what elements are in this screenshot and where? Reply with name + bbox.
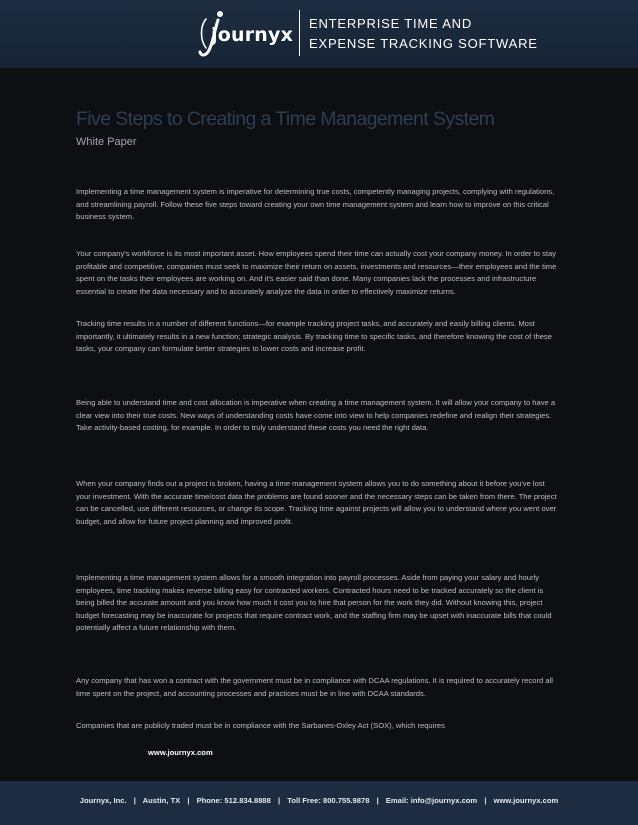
header-divider bbox=[299, 10, 300, 56]
paragraph-cost-allocation: Being able to understand time and cost allocation is imperative when creating a time management system. It will allow your company to have a clear view into their true costs. New ways of understanding costs have come into view to help companies redefine and realign their strategies. Take activity-based costing, for example. In order to truly understand these costs you need the right data. bbox=[76, 398, 556, 433]
footer-contact-line bbox=[0, 796, 638, 805]
tagline bbox=[309, 14, 538, 54]
paragraph-sox: Companies that are publicly traded must be in compliance with the Sarbanes-Oxley Act (SOX), which requires bbox=[76, 721, 445, 730]
footer-email[interactable]: Email: info@journyx.com bbox=[385, 796, 478, 805]
footer-separator: | bbox=[278, 796, 281, 805]
document-title: Five Steps to Creating a Time Management System bbox=[76, 108, 495, 130]
footer-toll-free[interactable]: Toll Free: 800.755.9878 bbox=[287, 796, 370, 805]
paragraph-dcaa: Any company that has won a contract with the government must be in compliance with DCAA regulations. It is required to accurately record all time spent on the project, and accounting processes and practices must be in line with DCAA standards. bbox=[76, 676, 553, 698]
footer-location: Austin, TX bbox=[142, 796, 181, 805]
footer-website[interactable]: www.journyx.com bbox=[493, 796, 559, 805]
header-banner bbox=[0, 0, 638, 68]
footer-phone[interactable]: Phone: 512.834.8888 bbox=[196, 796, 271, 805]
paragraph-payroll: Implementing a time management system allows for a smooth integration into payroll processes. Aside from paying your salary and hourly employees, time tracking makes reverse billing easy for contracted workers. Contracted hours need to be tracked accurately so the client is being billed the accurate amount and you know how much it cost you to hire that person for the work they did. Without knowing this, project budget forecasting may be inaccurate for projects that require contract work, and the staffing firm may be upset with inaccurate bills that could potentially affect a future relationship with them. bbox=[76, 573, 552, 633]
footer-separator: | bbox=[187, 796, 190, 805]
tagline-line-1: ENTERPRISE TIME AND bbox=[309, 16, 473, 31]
footer-company: Journyx, Inc. bbox=[79, 796, 127, 805]
paragraph-tracking: Tracking time results in a number of different functions—for example tracking project tasks, and accurately and easily billing clients. Most importantly, it ultimately results in a new function; strategic analysis. By tracking time to specific tasks, and therefore knowing the cost of these tasks, your company can formulate better strategies to lower costs and increase profit. bbox=[76, 319, 552, 354]
paragraph-workforce: Your company's workforce is its most important asset. How employees spend their time can actually cost your company money. In order to stay profitable and competitive, companies must seek to maximize their return on assets, investments and resources—their employees and the time spent on the tasks their employees are working on. And it's easier said than done. Many companies lack the processes and infrastructure essential to create the data necessary and to accurately analyze the data in order to effectively maximize returns. bbox=[76, 249, 557, 296]
document-subtitle: White Paper bbox=[76, 136, 137, 148]
paragraph-broken-project: When your company finds out a project is broken, having a time management system allows you to do something about it before you've lost your investment. With the accurate time/cost data the problems are found sooner and the necessary steps can be taken from there. The project can be cancelled, use different resources, or change its scope. Tracking time against projects will allow you to understand where you went over budget, and allow for future project planning and improved profit. bbox=[76, 479, 557, 526]
paragraph-intro: Implementing a time management system is imperative for determining true costs, competently managing projects, complying with regulations, and streamlining payroll. Follow these five steps toward creating your own time management system and learn how to improve on this critical business system. bbox=[76, 187, 555, 222]
journyx-logo[interactable] bbox=[198, 10, 294, 58]
website-link[interactable]: www.journyx.com bbox=[148, 748, 213, 757]
footer-separator: | bbox=[484, 796, 487, 805]
footer-bar bbox=[0, 781, 638, 825]
footer-separator: | bbox=[133, 796, 136, 805]
logo-wordmark: journyx bbox=[211, 24, 294, 46]
tagline-line-2: EXPENSE TRACKING SOFTWARE bbox=[309, 36, 538, 51]
footer-separator: | bbox=[376, 796, 379, 805]
